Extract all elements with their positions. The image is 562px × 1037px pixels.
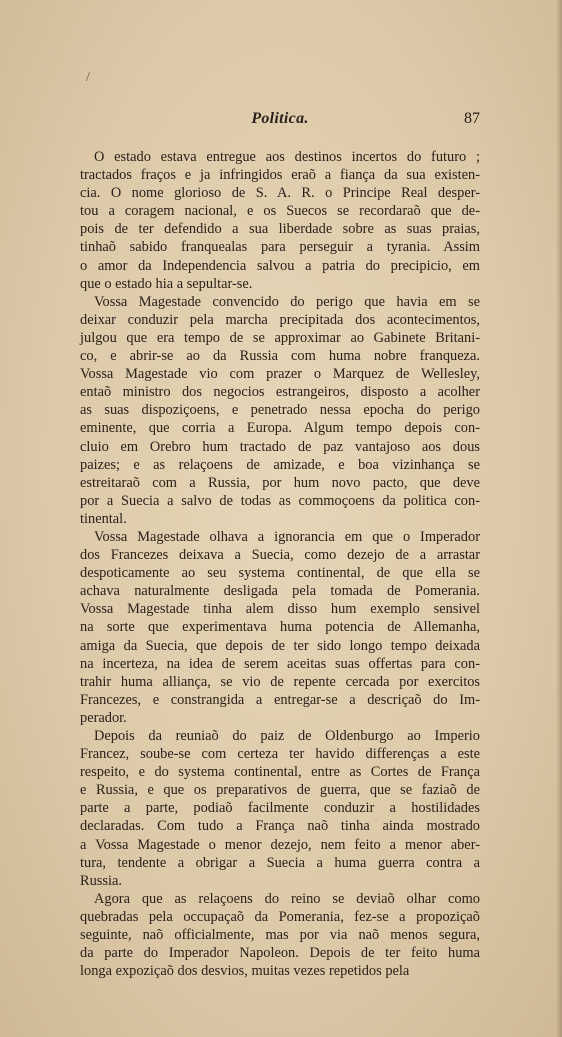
- running-head: Politica.: [251, 110, 309, 127]
- text-line: o amor da Independencia salvou a patria do precipicio, em: [80, 257, 480, 274]
- text-line: dos Francezes deixava a Suecia, como dezejo de a arrastar: [80, 547, 480, 564]
- text-line: seguinte, naõ officialmente, mas por via naõ menos segura,: [80, 927, 480, 944]
- text-line: despoticamente ao seu systema continental, de que ella se: [80, 565, 480, 582]
- text-line: respeito, e do systema continental, entre as Cortes de França: [80, 764, 480, 781]
- text-line: Vossa Magestade convencido do perigo que havia em se: [94, 293, 480, 310]
- paragraph: [80, 148, 480, 293]
- page-edge-shadow: [556, 0, 562, 1037]
- margin-mark: /: [86, 70, 90, 85]
- text-line: Francez, soube-se com certeza ter havido differenças a este: [80, 746, 480, 763]
- text-line: paizes; e as relaçoens de amizade, e boa vizinhança se: [80, 456, 480, 473]
- text-line: eminente, que corria a Europa. Algum tempo depois con-: [80, 420, 480, 437]
- text-line: da parte do Imperador Napoleon. Depois de ter feito huma: [80, 945, 480, 962]
- text-line: co, e abrir-se ao da Russia com huma nobre franqueza.: [80, 348, 480, 365]
- paragraph: [80, 293, 480, 528]
- text-line: Depois da reuniaõ do paiz de Oldenburgo ao Imperio: [94, 728, 480, 744]
- paragraph: [80, 528, 480, 727]
- text-line: entaõ ministro dos negocios estrangeiros, disposto a acolher: [80, 384, 480, 401]
- text-line: perador.: [80, 709, 127, 726]
- text-line: a Vossa Magestade o menor dezejo, nem feito a menor aber-: [80, 836, 480, 853]
- text-line: quebradas pela occupaçaõ da Pomerania, fez-se a propoziçaõ: [80, 908, 480, 925]
- text-line: achava naturalmente desligada pela tomada de Pomerania.: [80, 583, 480, 600]
- text-line: tou a coragem nacional, e os Suecos se recordaraõ que de-: [80, 203, 480, 220]
- text-line: cia. O nome glorioso de S. A. R. o Principe Real desper-: [80, 185, 480, 202]
- text-line: que o estado hia a sepultar-se.: [80, 275, 253, 292]
- text-line: tinental.: [80, 510, 127, 527]
- text-line: tura, tendente a obrigar a Suecia a huma guerra contra a: [80, 854, 480, 871]
- text-line: por a Suecia a salvo de todas as commoçoens da politica con-: [80, 492, 480, 509]
- text-line: estreitaraõ com a Russia, por hum novo pacto, que deve: [80, 474, 480, 491]
- text-line: Francezes, e constrangida a entregar-se a descriçaõ do Im-: [80, 691, 480, 708]
- text-line: cluio em Orebro hum tractado de paz vantajoso aos dous: [80, 438, 480, 455]
- body-text: [80, 148, 480, 980]
- paragraph: [80, 890, 480, 980]
- text-line: na incerteza, na idea de serem aceitas suas offertas para con-: [80, 655, 480, 672]
- page-header: [80, 110, 480, 136]
- text-line: amiga da Suecia, que depois de ter sido longo tempo deixada: [80, 637, 480, 654]
- text-line: longa expoziçaõ dos desvios, muitas vezes repetidos pela: [80, 963, 410, 980]
- text-line: na sorte que experimentava huma potencia de Allemanha,: [80, 619, 480, 636]
- text-line: Vossa Magestade vio com prazer o Marquez de Wellesley,: [80, 366, 480, 383]
- text-line: as suas dispoziçoens, e penetrado nessa epocha do perigo: [80, 402, 480, 419]
- text-line: e Russia, e que os preparativos de guerra, que se faziaõ de: [80, 782, 480, 799]
- text-line: declaradas. Com tudo a França naõ tinha ainda mostrado: [80, 818, 480, 835]
- text-line: parte a parte, podiaõ facilmente conduzir a hostilidades: [80, 800, 480, 817]
- text-line: Russia.: [80, 872, 122, 889]
- text-line: Vossa Magestade tinha alem disso hum exemplo sensivel: [80, 601, 480, 618]
- text-line: pois de ter defendido a sua liberdade sobre as suas praias,: [80, 221, 480, 238]
- paragraph: [80, 727, 480, 890]
- text-line: Agora que as relaçoens do reino se deviaõ olhar como: [94, 890, 480, 907]
- text-line: trahir huma alliança, se vio de repente cercada por exercitos: [80, 673, 480, 690]
- text-line: deixar conduzir pela marcha precipitada dos acontecimentos,: [80, 311, 480, 328]
- text-line: julgou que era tempo de se approximar ao Gabinete Britani-: [80, 329, 480, 346]
- text-line: tinhaõ sabido franquealas para perseguir a tyrania. Assim: [80, 239, 480, 256]
- text-line: Vossa Magestade olhava a ignorancia em que o Imperador: [94, 528, 480, 545]
- text-line: tractados fraços e ja infringidos eraõ a fiança da sua existen-: [80, 167, 480, 184]
- page-number: 87: [464, 110, 480, 127]
- text-line: O estado estava entregue aos destinos incertos do futuro ;: [94, 149, 480, 165]
